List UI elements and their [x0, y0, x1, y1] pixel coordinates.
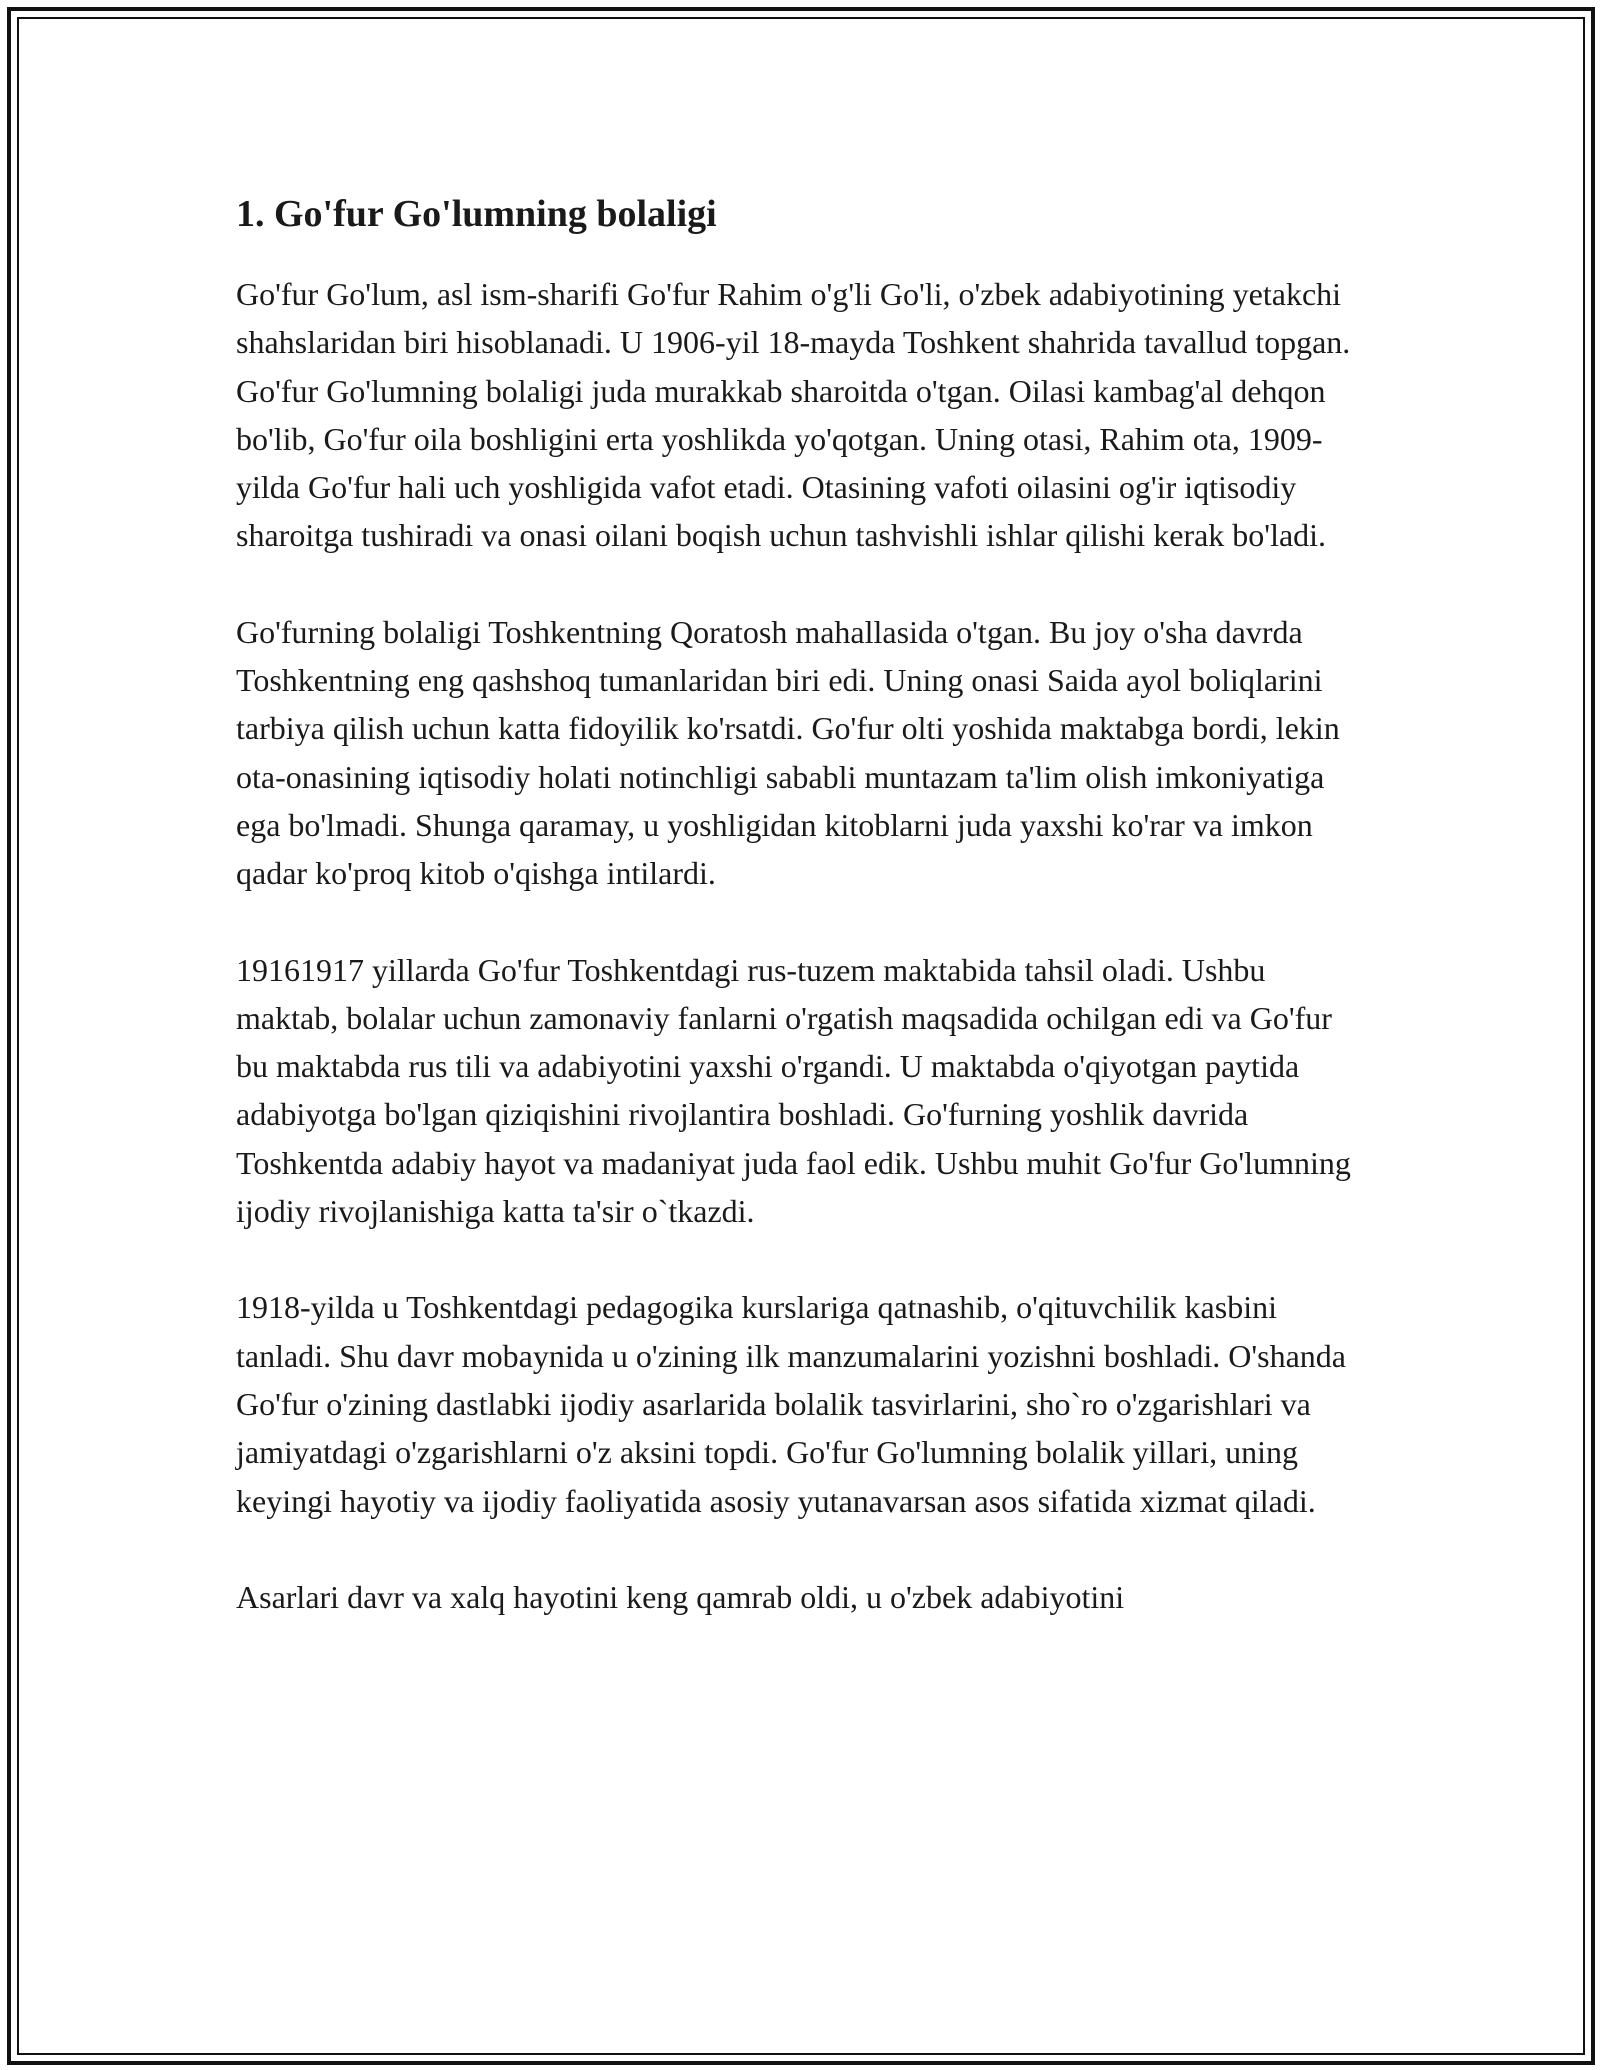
- paragraph-3: 19161917 yillarda Go'fur Toshkentdagi rus-tuzem maktabida tahsil oladi. Ushbu maktab, bolalar uchun zamonaviy fanlarni o'rgatish maqsadida ochilgan edi va Go'fur bu maktabda rus tili va adabiyotini yaxshi o'rgandi. U maktabda o'qiyotgan paytida adabiyotga bo'lgan qiziqishini rivojlantira boshladi. Go'furning yoshlik davrida Toshkentda adabiy hayot va madaniyat juda faol edik. Ushbu muhit Go'fur Go'lumning ijodiy rivojlanishiga katta ta'sir o`tkazdi.: [236, 951, 1351, 1230]
- paragraph-5: Asarlari davr va xalq hayotini keng qamrab oldi, u o'zbek adabiyotini: [236, 1578, 1125, 1615]
- document-page: [236, 186, 1366, 1621]
- document-title: 1. Go'fur Go'lumning bolaligi: [236, 193, 717, 235]
- paragraph-4: 1918-yilda u Toshkentdagi pedagogika kurslariga qatnashib, o'qituvchilik kasbini tanladi. Shu davr mobaynida u o'zining ilk manzumalarini yozishni boshladi. O'shanda Go'fur o'zining dastlabki ijodiy asarlarida bolalik tasvirlarini, sho`ro o'zgarishlari va jamiyatdagi o'zgarishlarni o'z aksini topdi. Go'fur Go'lumning bolalik yillari, uning keyingi hayotiy va ijodiy faoliyatida asosiy yutanavarsan asos sifatida xizmat qiladi.: [236, 1289, 1346, 1519]
- paragraph-2: Go'furning bolaligi Toshkentning Qoratosh mahallasida o'tgan. Bu joy o'sha davrda Toshkentning eng qashshoq tumanlaridan biri edi. Uning onasi Saida ayol boliqlarini tarbiya qilish uchun katta fidoyilik ko'rsatdi. Go'fur olti yoshida maktabga bordi, lekin ota-onasining iqtisodiy holati notinchligi sababli muntazam ta'lim olish imkoniyatiga ega bo'lmadi. Shunga qaramay, u yoshligidan kitoblarni juda yaxshi ko'rar va imkon qadar ko'proq kitob o'qishga intilardi.: [236, 613, 1340, 892]
- paragraph-1: Go'fur Go'lum, asl ism-sharifi Go'fur Rahim o'g'li Go'li, o'zbek adabiyotining yetakchi shahslaridan biri hisoblanadi. U 1906-yil 18-mayda Toshkent shahrida tavallud topgan. Go'fur Go'lumning bolaligi juda murakkab sharoitda o'tgan. Oilasi kambag'al dehqon bo'lib, Go'fur oila boshligini erta yoshlikda yo'qotgan. Uning otasi, Rahim ota, 1909-yilda Go'fur hali uch yoshligida vafot etadi. Otasining vafoti oilasini og'ir iqtisodiy sharoitga tushiradi va onasi oilani boqish uchun tashvishli ishlar qilishi kerak bo'ladi.: [236, 276, 1351, 554]
